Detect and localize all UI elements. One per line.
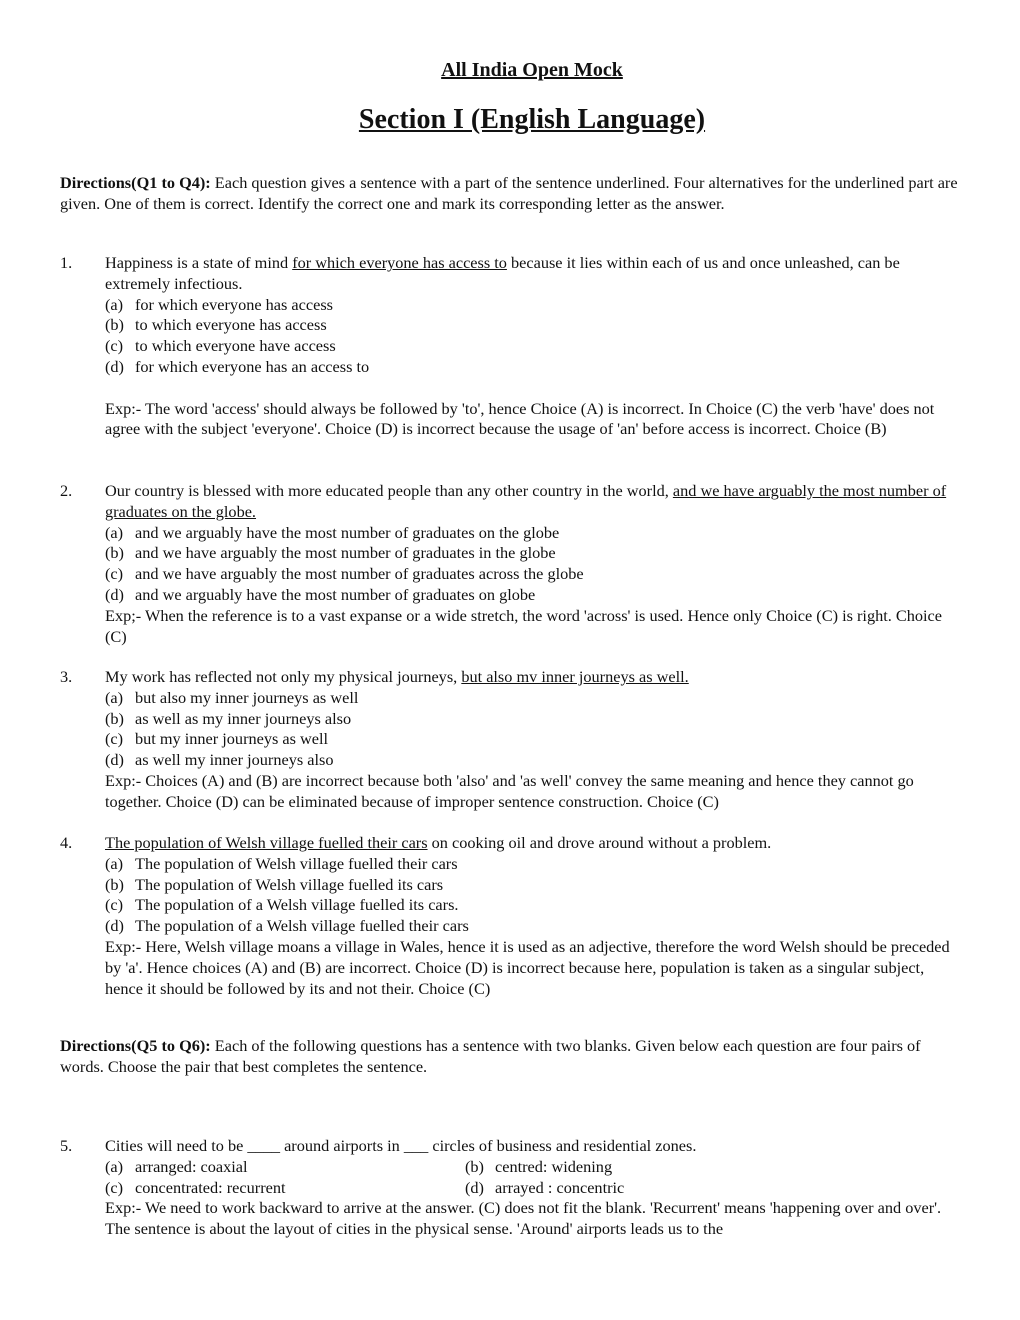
underlined-part: The population of Welsh village fuelled their cars (105, 833, 428, 852)
option-text: but also my inner journeys as well (135, 687, 359, 707)
options-grid (105, 1157, 953, 1199)
question-5 (60, 1136, 960, 1240)
question-4 (60, 833, 960, 999)
question-number: 4. (60, 833, 73, 852)
option-label: (d) (105, 750, 124, 770)
option-label: (a) (105, 1156, 124, 1176)
directions-q1-q4 (60, 173, 965, 215)
directions-label: Directions(Q5 to Q6): (60, 1036, 211, 1055)
option-c (105, 336, 953, 357)
option-label: (d) (465, 1177, 484, 1197)
option-label: (c) (105, 1177, 124, 1197)
question-number: 2. (60, 481, 73, 500)
option-text: and we have arguably the most number of graduates in the globe (135, 543, 556, 563)
document-title: All India Open Mock (441, 59, 623, 81)
question-text-before: My work has reflected not only my physical journeys, (105, 667, 462, 686)
option-b (105, 543, 953, 564)
option-a (105, 688, 953, 709)
option-text: and we arguably have the most number of graduates on globe (135, 584, 536, 604)
option-b (105, 875, 953, 896)
option-label: (b) (105, 543, 124, 563)
option-b (105, 709, 953, 730)
option-label: (d) (105, 584, 124, 604)
option-a (105, 295, 953, 316)
option-c (105, 729, 953, 750)
option-c (105, 1178, 465, 1199)
option-text: concentrated: recurrent (135, 1177, 286, 1197)
question-number: 1. (60, 253, 73, 272)
section-heading: Section I (English Language) (358, 104, 706, 135)
question-text (105, 253, 953, 295)
option-d (105, 916, 953, 937)
option-label: (b) (105, 874, 124, 894)
directions-text: Each question gives a sentence with a part of the sentence underlined. Four alternatives for the underlined part are given. One of them is correct. Identify the correct one and mark its corresponding letter as the answer. (60, 173, 958, 213)
option-label: (c) (105, 564, 124, 584)
option-text: arrayed : concentric (495, 1177, 625, 1197)
option-label: (c) (105, 729, 124, 749)
option-text: as well as my inner journeys also (135, 708, 352, 728)
explanation: Exp;- When the reference is to a vast expanse or a wide stretch, the word 'across' is used. Hence only Choice (C) is right. Choice (C) (105, 605, 943, 646)
question-text-before: Our country is blessed with more educated people than any other country in the world, (105, 481, 673, 500)
question-number: 3. (60, 667, 73, 686)
directions-q5-q6 (60, 1036, 965, 1078)
question-text (105, 833, 953, 854)
option-text: and we have arguably the most number of graduates across the globe (135, 564, 584, 584)
option-c (105, 895, 953, 916)
question-3 (60, 667, 960, 813)
option-d (105, 750, 953, 771)
option-text: and we arguably have the most number of graduates on the globe (135, 522, 560, 542)
underlined-part: but also mv inner journeys as well. (461, 667, 689, 686)
option-d (465, 1178, 953, 1199)
option-text: for which everyone has an access to (135, 356, 370, 376)
question-text (105, 667, 953, 688)
option-d (105, 585, 953, 606)
option-a (105, 1157, 465, 1178)
question-text-before: Happiness is a state of mind (105, 253, 293, 272)
option-a (105, 523, 953, 544)
question-1 (60, 253, 960, 440)
option-label: (b) (105, 315, 124, 335)
question-text-after: because it lies within each of us and once unleashed, can be extremely infectious. (105, 253, 900, 293)
directions-text: Each of the following questions has a sentence with two blanks. Given below each question are four pairs of words. Choose the pair that best completes the sentence. (60, 1036, 921, 1076)
question-2 (60, 481, 960, 647)
question-text: Cities will need to be ____ around airports in ___ circles of business and residential zones. (105, 1136, 697, 1155)
option-label: (d) (105, 916, 124, 936)
option-text: to which everyone have access (135, 336, 336, 356)
option-text: The population of a Welsh village fuelled their cars (135, 916, 469, 936)
option-b (105, 315, 953, 336)
option-a (105, 854, 953, 875)
option-c (105, 564, 953, 585)
option-text: The population of Welsh village fuelled their cars (135, 853, 458, 873)
option-label: (a) (105, 294, 124, 314)
explanation: Exp:- Choices (A) and (B) are incorrect because both 'also' and 'as well' convey the same meaning and hence they cannot go together. Choice (D) can be eliminated because of improper sentence construction. Choice (C) (105, 770, 914, 811)
option-label: (c) (105, 336, 124, 356)
option-text: for which everyone has access (135, 294, 333, 314)
option-text: The population of a Welsh village fuelled its cars. (135, 895, 459, 915)
explanation: Exp:- The word 'access' should always be followed by 'to', hence Choice (A) is incorrect. In Choice (C) the verb 'have' does not agree with the subject 'everyone'. Choice (D) is incorrect because the usage of 'an' before access is incorrect. Choice (B) (105, 398, 935, 439)
option-d (105, 357, 953, 378)
option-label: (b) (105, 708, 124, 728)
question-text-after: on cooking oil and drove around without a problem. (427, 833, 772, 852)
option-text: but my inner journeys as well (135, 729, 329, 749)
option-label: (a) (105, 522, 124, 542)
underlined-part: for which everyone has access to (292, 253, 507, 272)
option-label: (b) (465, 1156, 484, 1176)
option-label: (c) (105, 895, 124, 915)
option-text: centred: widening (495, 1156, 613, 1176)
option-text: arranged: coaxial (135, 1156, 248, 1176)
option-label: (a) (105, 687, 124, 707)
explanation: Exp:- We need to work backward to arrive at the answer. (C) does not fit the blank. 'Recurrent' means 'happening over and over'. The sentence is about the layout of cities in the physical sense. 'Around' airports leads us to the (105, 1198, 942, 1239)
option-label: (a) (105, 853, 124, 873)
question-number: 5. (60, 1136, 73, 1155)
question-text (105, 481, 953, 523)
option-b (465, 1157, 953, 1178)
underlined-part: and we have arguably the most number of graduates on the globe. (105, 481, 947, 521)
option-text: as well my inner journeys also (135, 750, 334, 770)
explanation: Exp:- Here, Welsh village moans a village in Wales, hence it is used as an adjective, therefore the word Welsh should be preceded by 'a'. Hence choices (A) and (B) are incorrect. Choice (D) is incorrect because here, population is taken as a singular subject, hence it should be followed by its and not their. Choice (C) (105, 936, 950, 998)
option-text: to which everyone has access (135, 315, 327, 335)
option-text: The population of Welsh village fuelled its cars (135, 874, 444, 894)
option-label: (d) (105, 356, 124, 376)
directions-label: Directions(Q1 to Q4): (60, 173, 211, 192)
